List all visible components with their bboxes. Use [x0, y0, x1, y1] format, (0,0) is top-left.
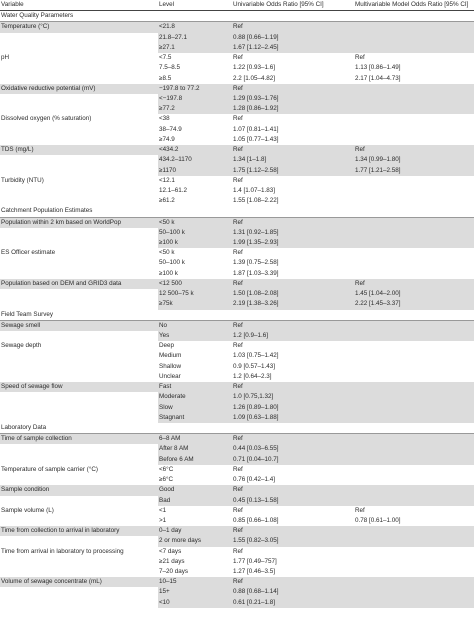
variable-cell — [0, 228, 158, 238]
table-row — [0, 104, 474, 114]
table-row — [0, 279, 474, 289]
table-row — [0, 506, 474, 516]
variable-cell — [0, 587, 158, 597]
variable-cell: Population within 2 km based on WorldPop — [0, 217, 158, 228]
univariable-or-cell: 1.27 [0.46–3.5] — [233, 568, 276, 576]
univariable-or-cell: 1.09 [0.63–1.88] — [232, 413, 354, 423]
table-row — [0, 557, 474, 567]
table-row — [0, 166, 474, 176]
variable-cell: Time of sample collection — [0, 434, 158, 445]
table-row — [0, 22, 474, 33]
table-row — [0, 403, 474, 413]
univariable-or-cell: Ref — [232, 217, 354, 228]
level-cell: Medium — [159, 352, 182, 360]
table-row — [0, 547, 474, 557]
level-cell — [158, 310, 232, 321]
variable-cell: Time from arrival in laboratory to processing — [1, 547, 124, 555]
variable-cell — [0, 351, 158, 361]
univariable-or-cell: 1.55 [1.08–2.22] — [233, 197, 279, 205]
univariable-or-cell: 1.28 [0.86–1.92] — [232, 104, 354, 114]
univariable-or-cell: Ref — [232, 382, 354, 392]
multivariable-or-cell: Ref — [354, 279, 474, 289]
variable-cell — [0, 33, 158, 43]
multivariable-or-cell — [354, 176, 474, 186]
univariable-or-cell: 2.19 [1.38–3.26] — [232, 299, 354, 309]
multivariable-or-cell — [354, 362, 474, 372]
section-heading-row — [0, 206, 474, 217]
level-cell — [158, 11, 232, 22]
variable-cell: Oxidative reductive potential (mV) — [0, 84, 158, 94]
table-row — [0, 74, 474, 84]
level-cell: <1 — [159, 506, 167, 514]
table-row — [0, 155, 474, 165]
variable-cell — [0, 496, 158, 506]
header-level: Level — [158, 0, 232, 11]
variable-cell: pH — [1, 54, 10, 62]
table-row — [0, 372, 474, 382]
table-row — [0, 362, 474, 372]
univariable-or-cell: 1.2 [0.9–1.6] — [232, 331, 354, 341]
level-cell: 12.1–61.2 — [159, 186, 188, 194]
level-cell: <50 k — [158, 217, 232, 228]
univariable-or-cell: 1.29 [0.93–1.76] — [232, 94, 354, 104]
level-cell: ≥21 days — [159, 557, 185, 565]
variable-cell — [0, 238, 158, 248]
univariable-or-cell: 2.2 [1.05–4.82] — [233, 74, 276, 82]
univariable-or-cell: Ref — [233, 249, 243, 257]
level-cell: ≥100 k — [158, 238, 232, 248]
variable-cell — [0, 135, 158, 145]
level-cell: Deep — [159, 342, 175, 350]
table-row — [0, 413, 474, 423]
table-row — [0, 135, 474, 145]
multivariable-or-cell: 1.77 [1.21–2.58] — [354, 166, 474, 176]
multivariable-or-cell — [354, 547, 474, 557]
multivariable-or-cell — [354, 434, 474, 445]
level-cell: 6–8 AM — [158, 434, 232, 445]
level-cell: <21.8 — [158, 22, 232, 33]
variable-cell: Temperature of sample carrier (°C) — [1, 465, 98, 473]
table-row — [0, 238, 474, 248]
table-row — [0, 475, 474, 485]
variable-cell — [0, 557, 158, 567]
level-cell: <6°C — [159, 465, 174, 473]
level-cell: Bad — [158, 496, 232, 506]
variable-cell: Time from collection to arrival in laboratory — [0, 526, 158, 536]
level-cell: <434.2 — [158, 145, 232, 155]
level-cell: 12 500–75 k — [158, 289, 232, 299]
header-univariable-or: Univariable Odds Ratio [95% CI] — [232, 0, 354, 11]
level-cell: 50–100 k — [159, 259, 185, 267]
multivariable-or-cell: 1.34 [0.99–1.80] — [354, 155, 474, 165]
variable-cell: Laboratory Data — [0, 423, 158, 434]
table-row — [0, 114, 474, 124]
level-cell: Shallow — [159, 362, 182, 370]
variable-cell — [0, 372, 158, 382]
level-cell: ≥100 k — [159, 269, 178, 277]
variable-cell: ES Officer estimate — [1, 249, 56, 257]
univariable-or-cell: Ref — [232, 145, 354, 155]
univariable-or-cell: 1.26 [0.89–1.80] — [232, 403, 354, 413]
variable-cell — [0, 362, 158, 372]
table-row — [0, 536, 474, 546]
level-cell: <7 days — [159, 547, 182, 555]
level-cell: 434.2–1170 — [158, 155, 232, 165]
univariable-or-cell: Ref — [232, 22, 354, 33]
table-row — [0, 351, 474, 361]
univariable-or-cell: Ref — [233, 342, 243, 350]
table-row — [0, 145, 474, 155]
multivariable-or-cell — [354, 196, 474, 206]
multivariable-or-cell — [354, 598, 474, 608]
univariable-or-cell: 1.67 [1.12–2.45] — [232, 43, 354, 53]
univariable-or-cell: 0.9 [0.57–1.43] — [233, 362, 276, 370]
variable-cell — [0, 331, 158, 341]
univariable-or-cell: 0.88 [0.68–1.14] — [232, 587, 354, 597]
level-cell: −197.8 to 77.2 — [158, 84, 232, 94]
multivariable-or-cell: Ref — [355, 506, 365, 514]
table-row — [0, 94, 474, 104]
multivariable-or-cell: 2.17 [1.04–4.73] — [355, 74, 401, 82]
univariable-or-cell: Ref — [233, 176, 243, 184]
univariable-or-cell: Ref — [233, 506, 243, 514]
table-row — [0, 485, 474, 495]
table-row — [0, 125, 474, 135]
univariable-or-cell: 0.88 [0.66–1.19] — [232, 33, 354, 43]
univariable-or-cell: 1.55 [0.82–3.05] — [232, 536, 354, 546]
multivariable-or-cell: 2.22 [1.45–3.37] — [354, 299, 474, 309]
level-cell: Fast — [158, 382, 232, 392]
univariable-or-cell: 0.61 [0.21–1.8] — [232, 598, 354, 608]
multivariable-or-cell: 0.78 [0.61–1.00] — [355, 516, 401, 524]
level-cell: <12 500 — [158, 279, 232, 289]
univariable-or-cell: Ref — [232, 434, 354, 445]
univariable-or-cell: 1.99 [1.35–2.93] — [232, 238, 354, 248]
univariable-or-cell: 1.75 [1.12–2.58] — [232, 166, 354, 176]
variable-cell: Speed of sewage flow — [0, 382, 158, 392]
univariable-or-cell: 1.03 [0.75–1.42] — [233, 352, 279, 360]
table-row — [0, 465, 474, 475]
variable-cell — [0, 413, 158, 423]
variable-cell — [0, 536, 158, 546]
variable-cell: Field Team Survey — [0, 310, 158, 321]
level-cell: ≥27.1 — [158, 43, 232, 53]
level-cell: No — [158, 320, 232, 331]
level-cell: 10–15 — [158, 577, 232, 587]
multivariable-or-cell — [354, 444, 474, 454]
univariable-or-cell — [232, 11, 354, 22]
multivariable-or-cell — [354, 11, 474, 22]
variable-cell: TDS (mg/L) — [0, 145, 158, 155]
variable-cell — [0, 63, 158, 73]
univariable-or-cell: Ref — [232, 577, 354, 587]
level-cell: Slow — [158, 403, 232, 413]
univariable-or-cell: 1.4 [1.07–1.83] — [233, 186, 276, 194]
multivariable-or-cell — [354, 217, 474, 228]
univariable-or-cell: Ref — [233, 465, 243, 473]
multivariable-or-cell: 1.45 [1.04–2.00] — [354, 289, 474, 299]
multivariable-or-cell — [354, 341, 474, 351]
table-row — [0, 33, 474, 43]
variable-cell: Sample volume (L) — [1, 506, 54, 514]
multivariable-or-cell — [354, 465, 474, 475]
table-body — [0, 11, 474, 608]
univariable-or-cell: Ref — [232, 279, 354, 289]
table-row — [0, 516, 474, 526]
univariable-or-cell: 1.0 [0.75,1.32] — [232, 392, 354, 402]
level-cell: ≥6°C — [159, 476, 174, 484]
table-row — [0, 248, 474, 258]
level-cell: 7.5–8.5 — [159, 64, 181, 72]
multivariable-or-cell — [354, 455, 474, 465]
univariable-or-cell: Ref — [232, 485, 354, 495]
table-row — [0, 526, 474, 536]
level-cell: After 8 AM — [158, 444, 232, 454]
multivariable-or-cell — [354, 228, 474, 238]
table-row — [0, 496, 474, 506]
univariable-or-cell: 0.76 [0.42–1.4] — [233, 476, 276, 484]
table-row — [0, 269, 474, 279]
table-row — [0, 196, 474, 206]
variable-cell: Sewage depth — [1, 342, 42, 350]
multivariable-or-cell: Ref — [354, 145, 474, 155]
multivariable-or-cell — [354, 135, 474, 145]
header-row — [0, 0, 474, 11]
table-row — [0, 217, 474, 228]
univariable-or-cell: Ref — [232, 320, 354, 331]
table-row — [0, 84, 474, 94]
level-cell: 21.8–27.1 — [158, 33, 232, 43]
level-cell: Yes — [158, 331, 232, 341]
level-cell: ≥61.2 — [159, 197, 175, 205]
level-cell: <−197.8 — [158, 94, 232, 104]
variable-cell: Sewage smell — [0, 320, 158, 331]
level-cell: Before 6 AM — [158, 455, 232, 465]
univariable-or-cell: 1.2 [0.64–2.3] — [233, 372, 272, 380]
multivariable-or-cell — [354, 413, 474, 423]
variable-cell — [0, 444, 158, 454]
variable-cell: Volume of sewage concentrate (mL) — [0, 577, 158, 587]
table-row — [0, 382, 474, 392]
variable-cell — [0, 166, 158, 176]
univariable-or-cell — [232, 423, 354, 434]
section-heading-row — [0, 11, 474, 22]
multivariable-or-cell — [354, 310, 474, 321]
header-multivariable-or: Multivariable Model Odds Ratio [95% CI] — [354, 0, 474, 11]
univariable-or-cell: Ref — [233, 115, 243, 123]
variable-cell — [0, 392, 158, 402]
level-cell: <50 k — [159, 249, 175, 257]
multivariable-or-cell — [354, 496, 474, 506]
variable-cell — [0, 74, 158, 84]
level-cell: 50–100 k — [158, 228, 232, 238]
level-cell: Good — [158, 485, 232, 495]
table-row — [0, 258, 474, 268]
univariable-or-cell: 1.07 [0.81–1.41] — [233, 125, 279, 133]
level-cell: <10 — [158, 598, 232, 608]
variable-cell — [0, 269, 158, 279]
variable-cell — [0, 155, 158, 165]
univariable-or-cell: 1.77 [0.49–757] — [233, 557, 277, 565]
multivariable-or-cell — [354, 206, 474, 217]
table-row — [0, 63, 474, 73]
multivariable-or-cell — [354, 84, 474, 94]
multivariable-or-cell — [354, 104, 474, 114]
univariable-or-cell: 1.50 [1.08–2.08] — [232, 289, 354, 299]
multivariable-or-cell — [354, 125, 474, 135]
univariable-or-cell — [232, 310, 354, 321]
multivariable-or-cell — [354, 423, 474, 434]
variable-cell — [0, 403, 158, 413]
variable-cell: Turbidity (NTU) — [1, 176, 44, 184]
multivariable-or-cell — [354, 186, 474, 196]
multivariable-or-cell — [354, 248, 474, 258]
variable-cell — [0, 104, 158, 114]
variable-cell: Sample condition — [0, 485, 158, 495]
variable-cell — [0, 289, 158, 299]
multivariable-or-cell — [354, 238, 474, 248]
level-cell: 7–20 days — [159, 568, 189, 576]
variable-cell — [0, 455, 158, 465]
table-row — [0, 176, 474, 186]
variable-cell — [0, 567, 158, 577]
univariable-or-cell: 1.34 [1–1.8] — [232, 155, 354, 165]
multivariable-or-cell — [354, 331, 474, 341]
level-cell: <38 — [159, 115, 170, 123]
variable-cell: Population based on DEM and GRID3 data — [0, 279, 158, 289]
multivariable-or-cell — [354, 114, 474, 124]
univariable-or-cell: Ref — [233, 54, 243, 62]
section-heading-row — [0, 423, 474, 434]
table-row — [0, 228, 474, 238]
multivariable-or-cell — [354, 526, 474, 536]
univariable-or-cell — [232, 206, 354, 217]
multivariable-or-cell — [354, 403, 474, 413]
multivariable-or-cell — [354, 557, 474, 567]
level-cell — [158, 206, 232, 217]
variable-cell: Dissolved oxygen (% saturation) — [1, 115, 92, 123]
variable-cell — [0, 258, 158, 268]
univariable-or-cell: 1.87 [1.03–3.39] — [233, 269, 279, 277]
level-cell: 2 or more days — [158, 536, 232, 546]
multivariable-or-cell — [354, 392, 474, 402]
univariable-or-cell: 1.05 [0.77–1.43] — [233, 135, 279, 143]
table-row — [0, 577, 474, 587]
variable-cell — [0, 299, 158, 309]
multivariable-or-cell — [354, 567, 474, 577]
level-cell: ≥75k — [158, 299, 232, 309]
variable-cell — [0, 125, 158, 135]
level-cell: 0–1 day — [158, 526, 232, 536]
variable-cell — [0, 196, 158, 206]
level-cell: ≥8.5 — [159, 74, 172, 82]
table-row — [0, 186, 474, 196]
univariable-or-cell: 1.39 [0.75–2.58] — [233, 259, 279, 267]
table-row — [0, 43, 474, 53]
univariable-or-cell: 0.45 [0.13–1.58] — [232, 496, 354, 506]
header-variable: Variable — [0, 0, 158, 11]
level-cell: ≥77.2 — [158, 104, 232, 114]
multivariable-or-cell: 1.13 [0.86–1.49] — [355, 64, 401, 72]
variable-cell: Temperature (°C) — [0, 22, 158, 33]
variable-cell — [0, 598, 158, 608]
level-cell: ≥1170 — [158, 166, 232, 176]
multivariable-or-cell — [354, 577, 474, 587]
table-row — [0, 434, 474, 445]
table-row — [0, 567, 474, 577]
univariable-or-cell: 0.44 [0.03–6.55] — [232, 444, 354, 454]
univariable-or-cell: Ref — [232, 526, 354, 536]
level-cell: 15+ — [158, 587, 232, 597]
multivariable-or-cell — [354, 43, 474, 53]
multivariable-or-cell — [354, 485, 474, 495]
multivariable-or-cell — [354, 269, 474, 279]
multivariable-or-cell — [354, 94, 474, 104]
variable-cell — [0, 94, 158, 104]
level-cell: Unclear — [159, 372, 181, 380]
multivariable-or-cell — [354, 475, 474, 485]
level-cell: <7.5 — [159, 54, 172, 62]
table-row — [0, 455, 474, 465]
table-row — [0, 53, 474, 63]
multivariable-or-cell — [354, 22, 474, 33]
table-row — [0, 444, 474, 454]
univariable-or-cell: 0.85 [0.66–1.08] — [233, 516, 279, 524]
variable-cell — [0, 43, 158, 53]
multivariable-or-cell: Ref — [355, 54, 365, 62]
univariable-or-cell: Ref — [233, 547, 243, 555]
multivariable-or-cell — [354, 587, 474, 597]
variable-cell — [0, 475, 158, 485]
multivariable-or-cell — [354, 351, 474, 361]
table-row — [0, 341, 474, 351]
variable-cell: Catchment Population Estimates — [0, 206, 158, 217]
univariable-or-cell: 1.22 [0.93–1.6] — [233, 64, 276, 72]
multivariable-or-cell — [354, 33, 474, 43]
table-row — [0, 598, 474, 608]
variable-cell — [0, 516, 158, 526]
section-heading-row — [0, 310, 474, 321]
variable-cell: Water Quality Parameters — [0, 11, 158, 22]
table-row — [0, 392, 474, 402]
level-cell: ≥74.9 — [159, 135, 175, 143]
multivariable-or-cell — [354, 382, 474, 392]
multivariable-or-cell — [354, 536, 474, 546]
multivariable-or-cell — [354, 372, 474, 382]
level-cell: Stagnant — [158, 413, 232, 423]
level-cell: Moderate — [158, 392, 232, 402]
multivariable-or-cell — [354, 320, 474, 331]
level-cell: >1 — [159, 516, 167, 524]
variable-cell — [0, 186, 158, 196]
table-row — [0, 289, 474, 299]
level-cell: 38–74.9 — [159, 125, 182, 133]
multivariable-or-cell — [354, 258, 474, 268]
table-row — [0, 299, 474, 309]
table-row — [0, 331, 474, 341]
univariable-or-cell: 0.71 [0.04–10.7] — [232, 455, 354, 465]
univariable-or-cell: Ref — [232, 84, 354, 94]
level-cell — [158, 423, 232, 434]
table-row — [0, 320, 474, 331]
univariable-or-cell: 1.31 [0.92–1.85] — [232, 228, 354, 238]
table-row — [0, 587, 474, 597]
level-cell: <12.1 — [159, 176, 175, 184]
